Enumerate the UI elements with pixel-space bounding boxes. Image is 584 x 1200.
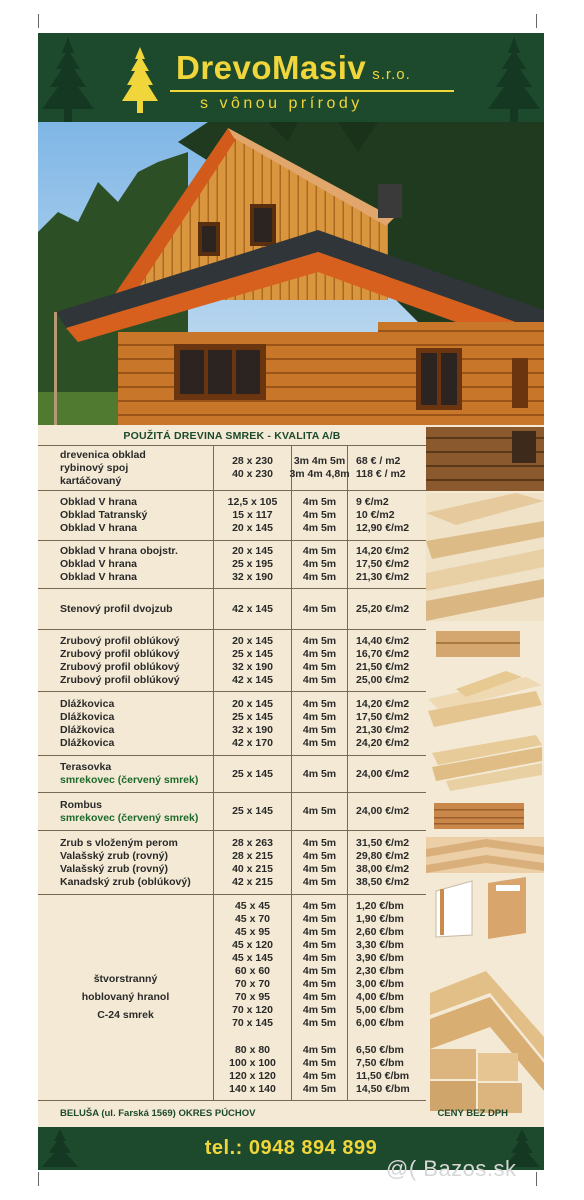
- length: 4m 5m: [302, 964, 337, 977]
- price: 118 € / m2: [356, 468, 406, 480]
- product-name: Obklad Tatranský: [60, 509, 148, 521]
- length: 4m 5m: [302, 925, 337, 938]
- product-name: Zrubový profil oblúkový: [60, 660, 180, 673]
- length: 4m 5m: [302, 723, 337, 736]
- product-name-cell: [38, 756, 214, 792]
- price: 21,30 €/m2: [356, 723, 410, 736]
- length: 4m 5m: [302, 558, 337, 570]
- dimension: 45 x 95: [234, 925, 271, 938]
- price: 7,50 €/bm: [356, 1056, 404, 1069]
- log-house-photo: [38, 122, 544, 425]
- length: 4m 5m: [302, 1003, 337, 1016]
- price: 21,50 €/m2: [356, 660, 410, 673]
- wall-profile-thumbnail: [426, 625, 544, 663]
- product-name: Terasovka: [60, 761, 112, 773]
- product-name: štvorstranný: [93, 973, 158, 985]
- table-row: [38, 446, 426, 491]
- table-row: [38, 491, 426, 541]
- price-cell: [348, 491, 426, 540]
- dimension: 140 x 140: [229, 1082, 276, 1095]
- price: 24,20 €/m2: [356, 736, 410, 749]
- dimension: 28 x 230: [232, 455, 273, 467]
- dimension: 25 x 145: [232, 647, 273, 660]
- dimension: 20 x 145: [232, 697, 273, 710]
- length: 4m 5m: [302, 1069, 337, 1082]
- price: 16,70 €/m2: [356, 647, 410, 660]
- length-cell: [289, 446, 350, 490]
- length: 4m 5m: [302, 710, 337, 723]
- table-row: [38, 692, 426, 756]
- price: 5,00 €/bm: [356, 1003, 404, 1016]
- length: 4m 5m: [302, 862, 337, 875]
- product-name: Dlážkovica: [60, 710, 115, 723]
- brand-title: DrevoMasiv: [176, 49, 367, 86]
- terrace-boards-thumbnail: [426, 799, 544, 833]
- product-name: Rombus: [60, 798, 102, 811]
- length: 4m 5m: [302, 990, 337, 1003]
- crop-mark: [536, 14, 537, 28]
- cladding-boards-thumbnail: [426, 493, 544, 621]
- price: 24,00 €/m2: [356, 767, 410, 780]
- length: 4m 5m: [302, 767, 337, 780]
- table-row: [38, 895, 426, 1101]
- crop-mark: [38, 1172, 39, 1186]
- dimension: 32 x 190: [232, 660, 273, 673]
- dimension: 32 x 190: [232, 571, 273, 583]
- address: BELUŠA (ul. Farská 1569) OKRES PÚCHOV: [60, 1108, 256, 1119]
- length: 3m 4m 4,8m: [289, 468, 350, 480]
- dimension-cell: [214, 446, 292, 490]
- product-name: Dlážkovica: [60, 736, 115, 749]
- floor-boards-thumbnail: [426, 731, 544, 795]
- price: 1,20 €/bm: [356, 899, 404, 912]
- table-row: [38, 541, 426, 589]
- logo-tree-icon: [120, 47, 160, 113]
- price-cell: [348, 831, 426, 894]
- dimension: 42 x 215: [232, 875, 273, 888]
- dimension: 70 x 145: [232, 1016, 273, 1029]
- dimension: 40 x 230: [232, 468, 273, 480]
- price-flyer: [38, 33, 544, 1170]
- dimension: 42 x 170: [232, 736, 273, 749]
- product-name: Obklad V hrana obojstr.: [60, 545, 178, 557]
- log-samples-thumbnail: [426, 875, 544, 939]
- price: 24,00 €/m2: [356, 805, 410, 817]
- dimension-cell: [214, 541, 292, 588]
- product-name-cell: [38, 793, 214, 830]
- dimension: 28 x 263: [232, 836, 273, 849]
- watermark: @( Bazos.sk: [386, 1156, 517, 1181]
- price: 17,50 €/m2: [356, 558, 410, 570]
- dimension: 80 x 80: [234, 1043, 271, 1056]
- price: 10 €/m2: [356, 509, 395, 521]
- brand-name: [176, 49, 411, 87]
- brand-slogan: s vônou prírody: [200, 95, 363, 112]
- dimension: 25 x 145: [232, 710, 273, 723]
- dimension: 70 x 95: [234, 990, 271, 1003]
- dimension-cell: [214, 756, 292, 792]
- price: 14,20 €/m2: [356, 697, 410, 710]
- product-name: Kanadský zrub (oblúkový): [60, 875, 191, 888]
- price-cell: [348, 589, 426, 629]
- dimension-cell: [214, 692, 292, 755]
- price: 2,30 €/bm: [356, 964, 404, 977]
- dimension: 20 x 145: [232, 634, 273, 647]
- dimension: 28 x 215: [232, 849, 273, 862]
- price: 14,40 €/m2: [356, 634, 410, 647]
- price: 4,00 €/bm: [356, 990, 404, 1003]
- crop-mark: [38, 14, 39, 28]
- phone-number: tel.: 0948 894 899: [204, 1137, 378, 1159]
- price: 14,50 €/bm: [356, 1082, 410, 1095]
- length: 4m 5m: [302, 634, 337, 647]
- length: 4m 5m: [302, 509, 337, 521]
- dimension: 20 x 145: [232, 522, 273, 534]
- price: 25,00 €/m2: [356, 673, 410, 686]
- length: 4m 5m: [302, 938, 337, 951]
- length-cell: [292, 541, 348, 588]
- price: 21,30 €/m2: [356, 571, 410, 583]
- length: 4m 5m: [302, 496, 337, 508]
- price: 17,50 €/m2: [356, 710, 410, 723]
- dimension-cell: [214, 895, 292, 1100]
- length: 4m 5m: [302, 1043, 337, 1056]
- product-name: rybinový spoj: [60, 461, 129, 474]
- length: 4m 5m: [302, 849, 337, 862]
- dimension: 60 x 60: [234, 964, 271, 977]
- length-cell: [292, 895, 348, 1100]
- product-subname: smrekovec (červený smrek): [60, 811, 199, 824]
- price-cell: [348, 692, 426, 755]
- dimension: 70 x 70: [234, 977, 271, 990]
- dimension: 42 x 145: [232, 602, 273, 615]
- length: 4m 5m: [302, 1016, 337, 1029]
- product-name: Stenový profil dvojzub: [60, 602, 173, 615]
- price: 25,20 €/m2: [356, 602, 410, 615]
- price: 31,50 €/m2: [356, 836, 410, 849]
- product-name: Obklad V hrana: [60, 522, 138, 534]
- crop-mark: [536, 1172, 537, 1186]
- pine-tree-icon: [38, 33, 98, 122]
- product-name: hoblovaný hranol: [81, 991, 170, 1003]
- length: 4m 5m: [302, 951, 337, 964]
- dimension: 12,5 x 105: [227, 496, 278, 508]
- length-cell: [292, 793, 348, 830]
- table-row: [38, 589, 426, 630]
- length: 4m 5m: [302, 1056, 337, 1069]
- product-name-cell: [38, 630, 214, 691]
- price: 2,60 €/bm: [356, 925, 404, 938]
- dimension-cell: [214, 793, 292, 830]
- vat-note: CENY BEZ DPH: [437, 1108, 508, 1119]
- price-cell: [348, 541, 426, 588]
- dimension-cell: [214, 831, 292, 894]
- product-name-cell: [38, 692, 214, 755]
- product-name: Obklad V hrana: [60, 571, 138, 583]
- dimension: 15 x 117: [232, 509, 273, 521]
- price: 29,80 €/m2: [356, 849, 410, 862]
- product-name: kartáčovaný: [60, 474, 122, 487]
- price: 3,90 €/bm: [356, 951, 404, 964]
- length: 4m 5m: [302, 836, 337, 849]
- length-cell: [292, 630, 348, 691]
- table-row: [38, 756, 426, 793]
- length: 3m 4m 5m: [293, 455, 346, 467]
- footer-info: [38, 1103, 544, 1125]
- price: 6,50 €/bm: [356, 1043, 404, 1056]
- length: 4m 5m: [302, 977, 337, 990]
- price: 1,90 €/bm: [356, 912, 404, 925]
- length: 4m 5m: [302, 805, 337, 817]
- dimension: 70 x 120: [232, 1003, 273, 1016]
- dimension: 45 x 70: [234, 912, 271, 925]
- price-cell: [348, 793, 426, 830]
- length-cell: [292, 831, 348, 894]
- price: 12,90 €/m2: [356, 522, 410, 534]
- price: 9 €/m2: [356, 496, 389, 508]
- length-cell: [292, 756, 348, 792]
- price: 3,00 €/bm: [356, 977, 404, 990]
- log-wall-thumbnail: [426, 427, 544, 491]
- product-name: Zrub s vloženým perom: [60, 836, 178, 849]
- price: 14,20 €/m2: [356, 545, 410, 557]
- dimension: 40 x 215: [232, 862, 273, 875]
- dimension: 45 x 120: [232, 938, 273, 951]
- dimension: 100 x 100: [229, 1056, 276, 1069]
- price-cell: [348, 446, 426, 490]
- rombus-boards-thumbnail: [426, 837, 544, 873]
- price: 38,50 €/m2: [356, 875, 410, 888]
- dimension: 120 x 120: [229, 1069, 276, 1082]
- product-name-cell: [38, 589, 214, 629]
- product-name: Zrubový profil oblúkový: [60, 647, 180, 660]
- product-name-cell: [38, 446, 214, 490]
- table-grid: [38, 445, 426, 1101]
- header-banner: [38, 33, 544, 122]
- price: 3,30 €/bm: [356, 938, 404, 951]
- length-cell: [292, 692, 348, 755]
- length: 4m 5m: [302, 899, 337, 912]
- brand-underline: [170, 90, 454, 92]
- price: 38,00 €/m2: [356, 862, 410, 875]
- length: 4m 5m: [302, 1082, 337, 1095]
- price-cell: [348, 756, 426, 792]
- length: 4m 5m: [302, 602, 337, 615]
- length: 4m 5m: [302, 647, 337, 660]
- length: 4m 5m: [302, 545, 337, 557]
- table-row: [38, 831, 426, 895]
- dimension: 45 x 145: [232, 951, 273, 964]
- length: 4m 5m: [302, 522, 337, 534]
- dimension: 42 x 145: [232, 673, 273, 686]
- product-name-cell: [38, 895, 214, 1100]
- dimension: 20 x 145: [232, 545, 273, 557]
- product-name-cell: [38, 831, 214, 894]
- length: 4m 5m: [302, 875, 337, 888]
- pine-tree-icon: [484, 33, 544, 122]
- dimension-cell: [214, 630, 292, 691]
- product-subname: smrekovec (červený smrek): [60, 774, 199, 786]
- dimension: 45 x 45: [234, 899, 271, 912]
- dimension-cell: [214, 491, 292, 540]
- product-name: Valašský zrub (rovný): [60, 849, 168, 862]
- table-row: [38, 630, 426, 692]
- brand-suffix: s.r.o.: [372, 66, 411, 83]
- length: 4m 5m: [302, 912, 337, 925]
- length: 4m 5m: [302, 736, 337, 749]
- product-name: Dlážkovica: [60, 697, 115, 710]
- product-name: Obklad V hrana: [60, 558, 138, 570]
- dimension: 25 x 145: [232, 805, 273, 817]
- dimension-cell: [214, 589, 292, 629]
- dimension: 25 x 145: [232, 767, 273, 780]
- price: 11,50 €/bm: [356, 1069, 410, 1082]
- length-cell: [292, 589, 348, 629]
- table-row: [38, 793, 426, 831]
- product-name: Zrubový profil oblúkový: [60, 673, 180, 686]
- length: 4m 5m: [302, 660, 337, 673]
- length: 4m 5m: [302, 571, 337, 583]
- product-name: Valašský zrub (rovný): [60, 862, 168, 875]
- product-name: C-24 smrek: [97, 1009, 154, 1021]
- dimension: 32 x 190: [232, 723, 273, 736]
- log-profile-thumbnail: [426, 665, 544, 729]
- price-cell: [348, 630, 426, 691]
- product-name: Dlážkovica: [60, 723, 115, 736]
- product-name-cell: [38, 541, 214, 588]
- table-title: POUŽITÁ DREVINA SMREK - KVALITA A/B: [123, 430, 341, 442]
- product-name: drevenica obklad: [60, 448, 146, 461]
- price: 68 € / m2: [356, 455, 401, 467]
- product-name: Zrubový profil oblúkový: [60, 634, 180, 647]
- price-cell: [348, 895, 426, 1100]
- dimension: 25 x 195: [232, 558, 273, 570]
- price: 6,00 €/bm: [356, 1016, 404, 1029]
- length-cell: [292, 491, 348, 540]
- product-name-cell: [38, 491, 214, 540]
- length: 4m 5m: [302, 673, 337, 686]
- product-name: Obklad V hrana: [60, 496, 138, 508]
- length: 4m 5m: [302, 697, 337, 710]
